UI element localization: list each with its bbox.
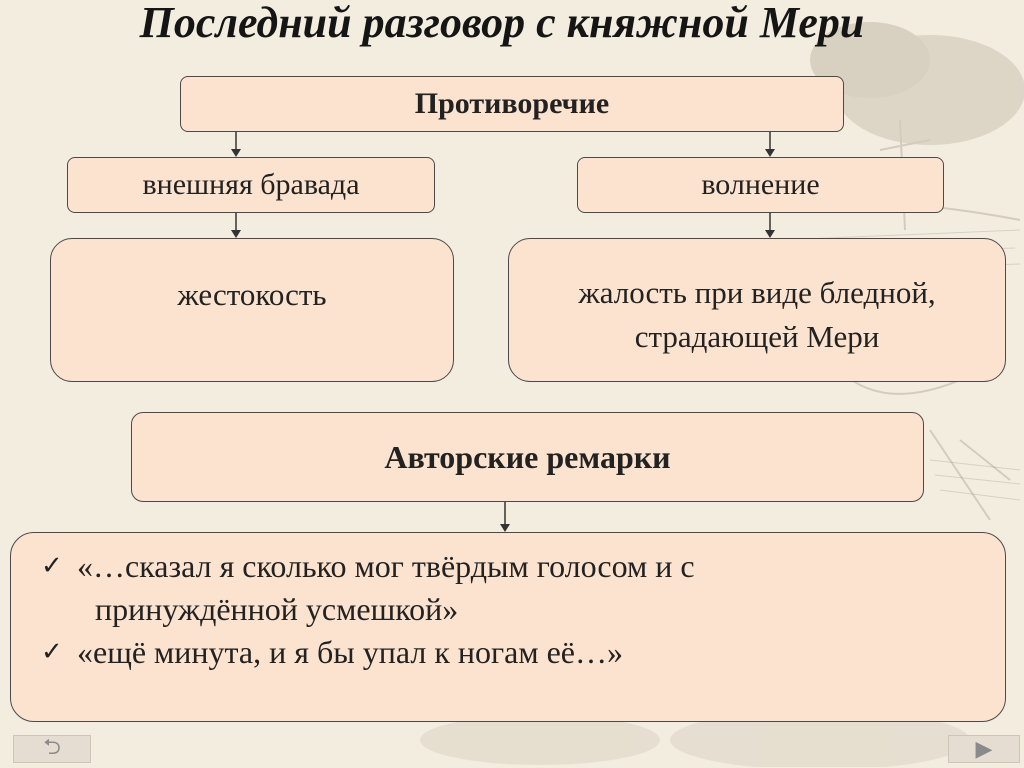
checkmark-icon: ✓ [41,551,63,581]
root-node-contradiction: Противоречие [180,76,844,132]
arrow-root-to-right [763,132,777,158]
quote-item [41,545,985,631]
checkmark-icon: ✓ [41,637,63,667]
node-pity-line-2: страдающей Мери [634,319,880,354]
node-pity-line-1: жалость при виде бледной, [578,275,936,310]
node-author-remarks: Авторские ремарки [131,412,924,502]
page-title: Последний разговор с княжной Мери [139,0,865,47]
arrow-root-to-left [229,132,243,158]
return-arrow-icon: ⮌ [43,735,61,760]
quote-2-line-1: «ещё минута, и я бы упал к ногам её…» [77,634,623,670]
quotes-box [10,532,1006,722]
node-cruelty: жестокость [50,238,454,382]
quote-item [41,631,985,674]
next-slide-button[interactable] [948,735,1020,763]
back-button[interactable] [13,735,91,763]
quote-1-line-1: «…сказал я сколько мог твёрдым голосом и с [77,548,695,584]
quote-1-line-2: принуждённой усмешкой» [95,591,459,627]
node-pity-text [578,271,935,359]
node-external-bravado: внешняя бравада [67,157,435,213]
node-agitation: волнение [577,157,944,213]
arrow-right-to-detail [763,213,777,239]
arrow-left-to-detail [229,213,243,239]
arrow-remarks-to-quotes [498,502,512,533]
node-pity [508,238,1006,382]
play-next-icon: ▶ [975,736,993,762]
